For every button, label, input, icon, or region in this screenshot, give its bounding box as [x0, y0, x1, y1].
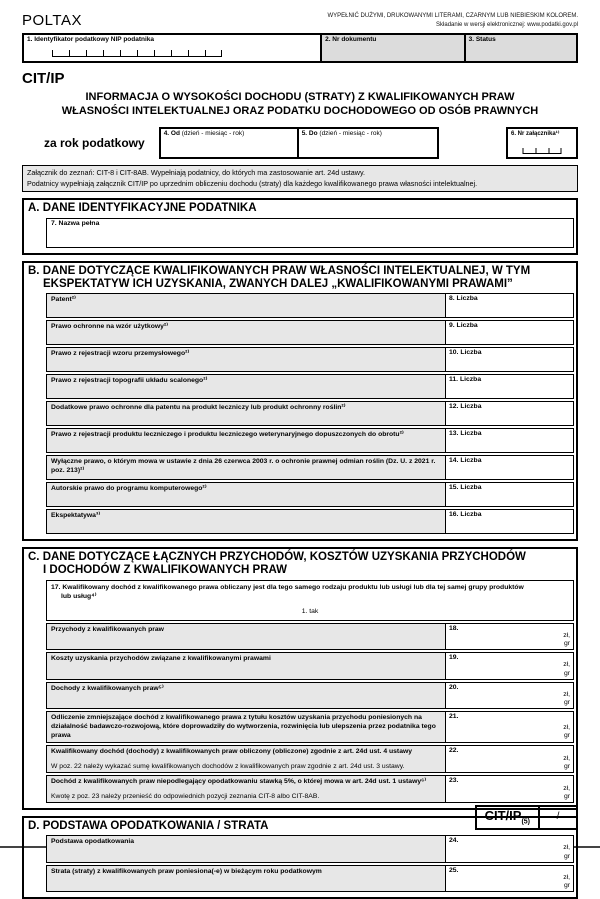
- row-label: Dodatkowe prawo ochronne dla patentu na produkt leczniczy lub produkt ochronny roślin²⁾: [51, 404, 346, 412]
- row-label: Przychody z kwalifikowanych praw: [51, 626, 164, 634]
- table-row: [46, 745, 574, 773]
- attachment-number-label: 6. Nr załącznika¹⁾: [511, 130, 560, 137]
- table-row: [46, 374, 574, 399]
- nip-entry-comb[interactable]: [52, 50, 222, 57]
- field-number: 25.: [449, 866, 459, 874]
- table-row: [46, 293, 574, 318]
- table-row: [46, 835, 574, 862]
- full-name-field[interactable]: [46, 218, 574, 248]
- table-row: [46, 347, 574, 372]
- date-to-hint: (dzień - miesiąc - rok): [317, 129, 382, 137]
- full-name-label: 7. Nazwa pełna: [51, 219, 100, 227]
- status-label: 3. Status: [468, 36, 496, 44]
- amount-field[interactable]: [445, 712, 573, 742]
- field-number: 24.: [449, 837, 459, 845]
- document-number-label: 2. Nr dokumentu: [325, 36, 377, 44]
- row-label: Ekspektatywa³⁾: [51, 512, 101, 520]
- table-row: [46, 775, 574, 803]
- note-line-2: Podatnicy wypełniają załącznik CIT/IP po uprzednim obliczeniu dochodu (straty) dla każdego kwalifikowanego prawa własności intelektualnej.: [27, 178, 478, 188]
- table-row: [46, 320, 574, 345]
- section-d-rows: [46, 835, 574, 892]
- question-17-label-line2: lub usług⁴⁾: [61, 592, 97, 600]
- currency-zl: zł,: [563, 661, 570, 669]
- row-label: Wyłączne prawo, o którym mowa w ustawie z dnia 26 czerwca 2003 r. o ochronie prawnej odmian roślin (Dz. U. z 2021 r. poz. 213)²⁾: [51, 458, 436, 475]
- row-label: Autorskie prawo do programu komputerowego²⁾: [51, 485, 207, 493]
- row-label: [47, 746, 445, 772]
- section-a-title: A. DANE IDENTYFIKACYJNE PODATNIKA: [28, 202, 257, 215]
- count-field[interactable]: 16. Liczba: [445, 510, 573, 533]
- row-label: Prawo z rejestracji topografii układu scalonego²⁾: [51, 377, 208, 385]
- amount-field[interactable]: [445, 624, 573, 649]
- currency-zl: zł,: [563, 632, 570, 640]
- instruction-line-2: Składanie w wersji elektronicznej: www.podatki.gov.pl: [436, 21, 578, 28]
- currency-gr: gr: [563, 698, 570, 706]
- row-label: Prawo ochronne na wzór użytkowy²⁾: [51, 323, 169, 331]
- footer-page-number-field[interactable]: /: [540, 805, 578, 830]
- poltax-logo: POLTAX: [22, 12, 82, 30]
- section-b-rows: [46, 293, 574, 534]
- currency-zl: zł,: [563, 754, 570, 762]
- section-a: [22, 198, 578, 254]
- attachment-number-field[interactable]: [506, 127, 578, 159]
- count-field[interactable]: 11. Liczba: [445, 375, 573, 398]
- currency-gr: gr: [563, 669, 570, 677]
- row-label: Patent²⁾: [51, 296, 76, 304]
- currency-gr: gr: [563, 793, 570, 801]
- section-c-title-line2: I DOCHODÓW Z KWALIFIKOWANYCH PRAW: [43, 564, 288, 577]
- row-label: [47, 776, 445, 802]
- footer-form-code: [475, 805, 540, 830]
- section-b-title-line1: B. DANE DOTYCZĄCE KWALIFIKOWANYCH PRAW WŁASNOŚCI INTELEKTUALNEJ, W TYM: [28, 264, 531, 277]
- amount-field[interactable]: [445, 866, 573, 891]
- row-label-text: Dochód z kwalifikowanych praw niepodlegający opodatkowaniu stawką 5%, o której mowa w art. 24d ust. 1 ustawy⁶⁾: [51, 777, 427, 785]
- identification-header: [22, 33, 578, 63]
- section-c: [22, 547, 578, 810]
- amount-field[interactable]: [445, 683, 573, 708]
- currency-zl: zł,: [563, 873, 570, 881]
- attachment-note: [22, 165, 578, 193]
- section-b: [22, 261, 578, 541]
- amount-field[interactable]: [445, 836, 573, 861]
- attachment-entry-comb[interactable]: [523, 148, 562, 154]
- table-row: [46, 509, 574, 534]
- field-number: 22.: [449, 746, 459, 754]
- question-17-field: [46, 580, 574, 622]
- count-field[interactable]: 14. Liczba: [445, 456, 573, 479]
- date-from-field[interactable]: [159, 127, 299, 159]
- nip-label: 1. Identyfikator podatkowy NIP podatnika: [27, 36, 155, 44]
- count-field[interactable]: 8. Liczba: [445, 294, 573, 317]
- page-footer: [475, 805, 578, 830]
- amount-field[interactable]: [445, 746, 573, 772]
- note-line-1: Załącznik do zeznań: CIT-8 i CIT-8AB. Wypełniają podatnicy, do których ma zastosowanie art. 24d ustawy.: [27, 167, 366, 177]
- count-field[interactable]: 15. Liczba: [445, 483, 573, 506]
- field-number: 18.: [449, 625, 459, 633]
- table-row: [46, 428, 574, 453]
- table-row: [46, 455, 574, 480]
- section-b-title-line2: EKSPEKTATYW ICH UZYSKANIA, ZWANYCH DALEJ „KWALIFIKOWANYMI PRAWAMI”: [43, 277, 513, 290]
- section-c-rows: [46, 623, 574, 803]
- field-number: 21.: [449, 713, 459, 721]
- field-number: 19.: [449, 654, 459, 662]
- footer-code-text: CIT/IP: [484, 808, 522, 824]
- count-field[interactable]: 13. Liczba: [445, 429, 573, 452]
- date-to-label: 5. Do: [301, 129, 318, 137]
- currency-gr: gr: [563, 732, 570, 740]
- row-label: Strata (straty) z kwalifikowanych praw poniesiona(-e) w bieżącym roku podatkowym: [51, 867, 322, 875]
- option-yes[interactable]: 1. tak: [301, 607, 319, 615]
- tax-year-label: za rok podatkowy: [44, 135, 145, 150]
- amount-field[interactable]: [445, 653, 573, 678]
- date-to-field[interactable]: [299, 127, 439, 159]
- row-subnote: W poz. 22 należy wykazać sumę kwalifikowanych dochodów z kwalifikowanych praw zgodnie z art. 24d ust. 3 ustawy.: [51, 762, 405, 770]
- date-from-hint: (dzień - miesiąc - rok): [179, 129, 245, 137]
- field-number: 23.: [449, 776, 459, 784]
- form-title: INFORMACJA O WYSOKOŚCI DOCHODU (STRATY) Z KWALIFIKOWANYCH PRAW WŁASNOŚCI INTELEKTUALNEJ ORAZ PODATKU DOCHODOWEGO OD OSÓB PRAWNYCH: [61, 91, 539, 118]
- currency-gr: gr: [563, 852, 570, 860]
- row-label: Prawo z rejestracji wzoru przemysłowego²⁾: [51, 350, 190, 358]
- row-label: Koszty uzyskania przychodów związane z kwalifikowanymi prawami: [51, 655, 271, 663]
- date-from-label: 4. Od: [163, 129, 180, 137]
- table-row: [46, 652, 574, 679]
- nip-field[interactable]: [24, 35, 322, 61]
- row-label: Prawo z rejestracji produktu leczniczego i produktu leczniczego weterynaryjnego dopuszczonych do obrotu²⁾: [51, 431, 404, 439]
- currency-zl: zł,: [563, 844, 570, 852]
- amount-field[interactable]: [445, 776, 573, 802]
- currency-zl: zł,: [563, 784, 570, 792]
- row-label: Dochody z kwalifikowanych praw⁵⁾: [51, 684, 164, 692]
- footer-version: (5): [521, 819, 530, 826]
- table-row: [46, 711, 574, 743]
- currency-gr: gr: [563, 762, 570, 770]
- section-d-title: D. PODSTAWA OPODATKOWANIA / STRATA: [28, 820, 269, 833]
- document-number-field[interactable]: [322, 35, 466, 61]
- row-label-text: Kwalifikowany dochód (dochody) z kwalifikowanych praw obliczony (obliczone) zgodnie z art. 24d ust. 4 ustawy: [51, 747, 413, 755]
- count-field[interactable]: 10. Liczba: [445, 348, 573, 371]
- currency-zl: zł,: [563, 724, 570, 732]
- table-row: [46, 865, 574, 892]
- table-row: [46, 482, 574, 507]
- row-label: Podstawa opodatkowania: [51, 838, 135, 846]
- currency-zl: zł,: [563, 690, 570, 698]
- table-row: [46, 682, 574, 709]
- top-header: [22, 12, 578, 29]
- table-row: [46, 623, 574, 650]
- currency-gr: gr: [563, 881, 570, 889]
- section-c-title-line1: C. DANE DOTYCZĄCE ŁĄCZNYCH PRZYCHODÓW, KOSZTÓW UZYSKANIA PRZYCHODÓW: [28, 551, 526, 564]
- fill-instructions: [328, 12, 578, 29]
- table-row: [46, 401, 574, 426]
- row-label: Odliczenie zmniejszające dochód z kwalifikowanego prawa z tytułu kosztów uzyskania przychodu poniesionych na działalność badawczo-rozwojową, które doprowadziły do wytworzenia, rozwinięcia lub ulepszenia przez podatnika tego prawa: [51, 714, 436, 740]
- field-number: 20.: [449, 683, 459, 691]
- section-b-title: [24, 263, 576, 293]
- status-field[interactable]: [466, 35, 576, 61]
- instruction-line-1: WYPEŁNIĆ DUŻYMI, DRUKOWANYMI LITERAMI, CZARNYM LUB NIEBIESKIM KOLOREM.: [327, 13, 578, 19]
- form-code: CIT/IP: [22, 70, 65, 88]
- question-17-label-line1: 17. Kwalifikowany dochód z kwalifikowanego prawa obliczany jest dla tego samego rodzaju produktu lub usługi lub dla tej samej grupy produktów: [51, 583, 524, 591]
- row-subnote: Kwotę z poz. 23 należy przenieść do odpowiednich pozycji zeznania CIT-8 albo CIT-8AB.: [51, 793, 320, 801]
- section-c-title: [24, 549, 576, 579]
- tax-year-row: [22, 127, 578, 159]
- count-field[interactable]: 12. Liczba: [445, 402, 573, 425]
- currency-gr: gr: [563, 640, 570, 648]
- count-field[interactable]: 9. Liczba: [445, 321, 573, 344]
